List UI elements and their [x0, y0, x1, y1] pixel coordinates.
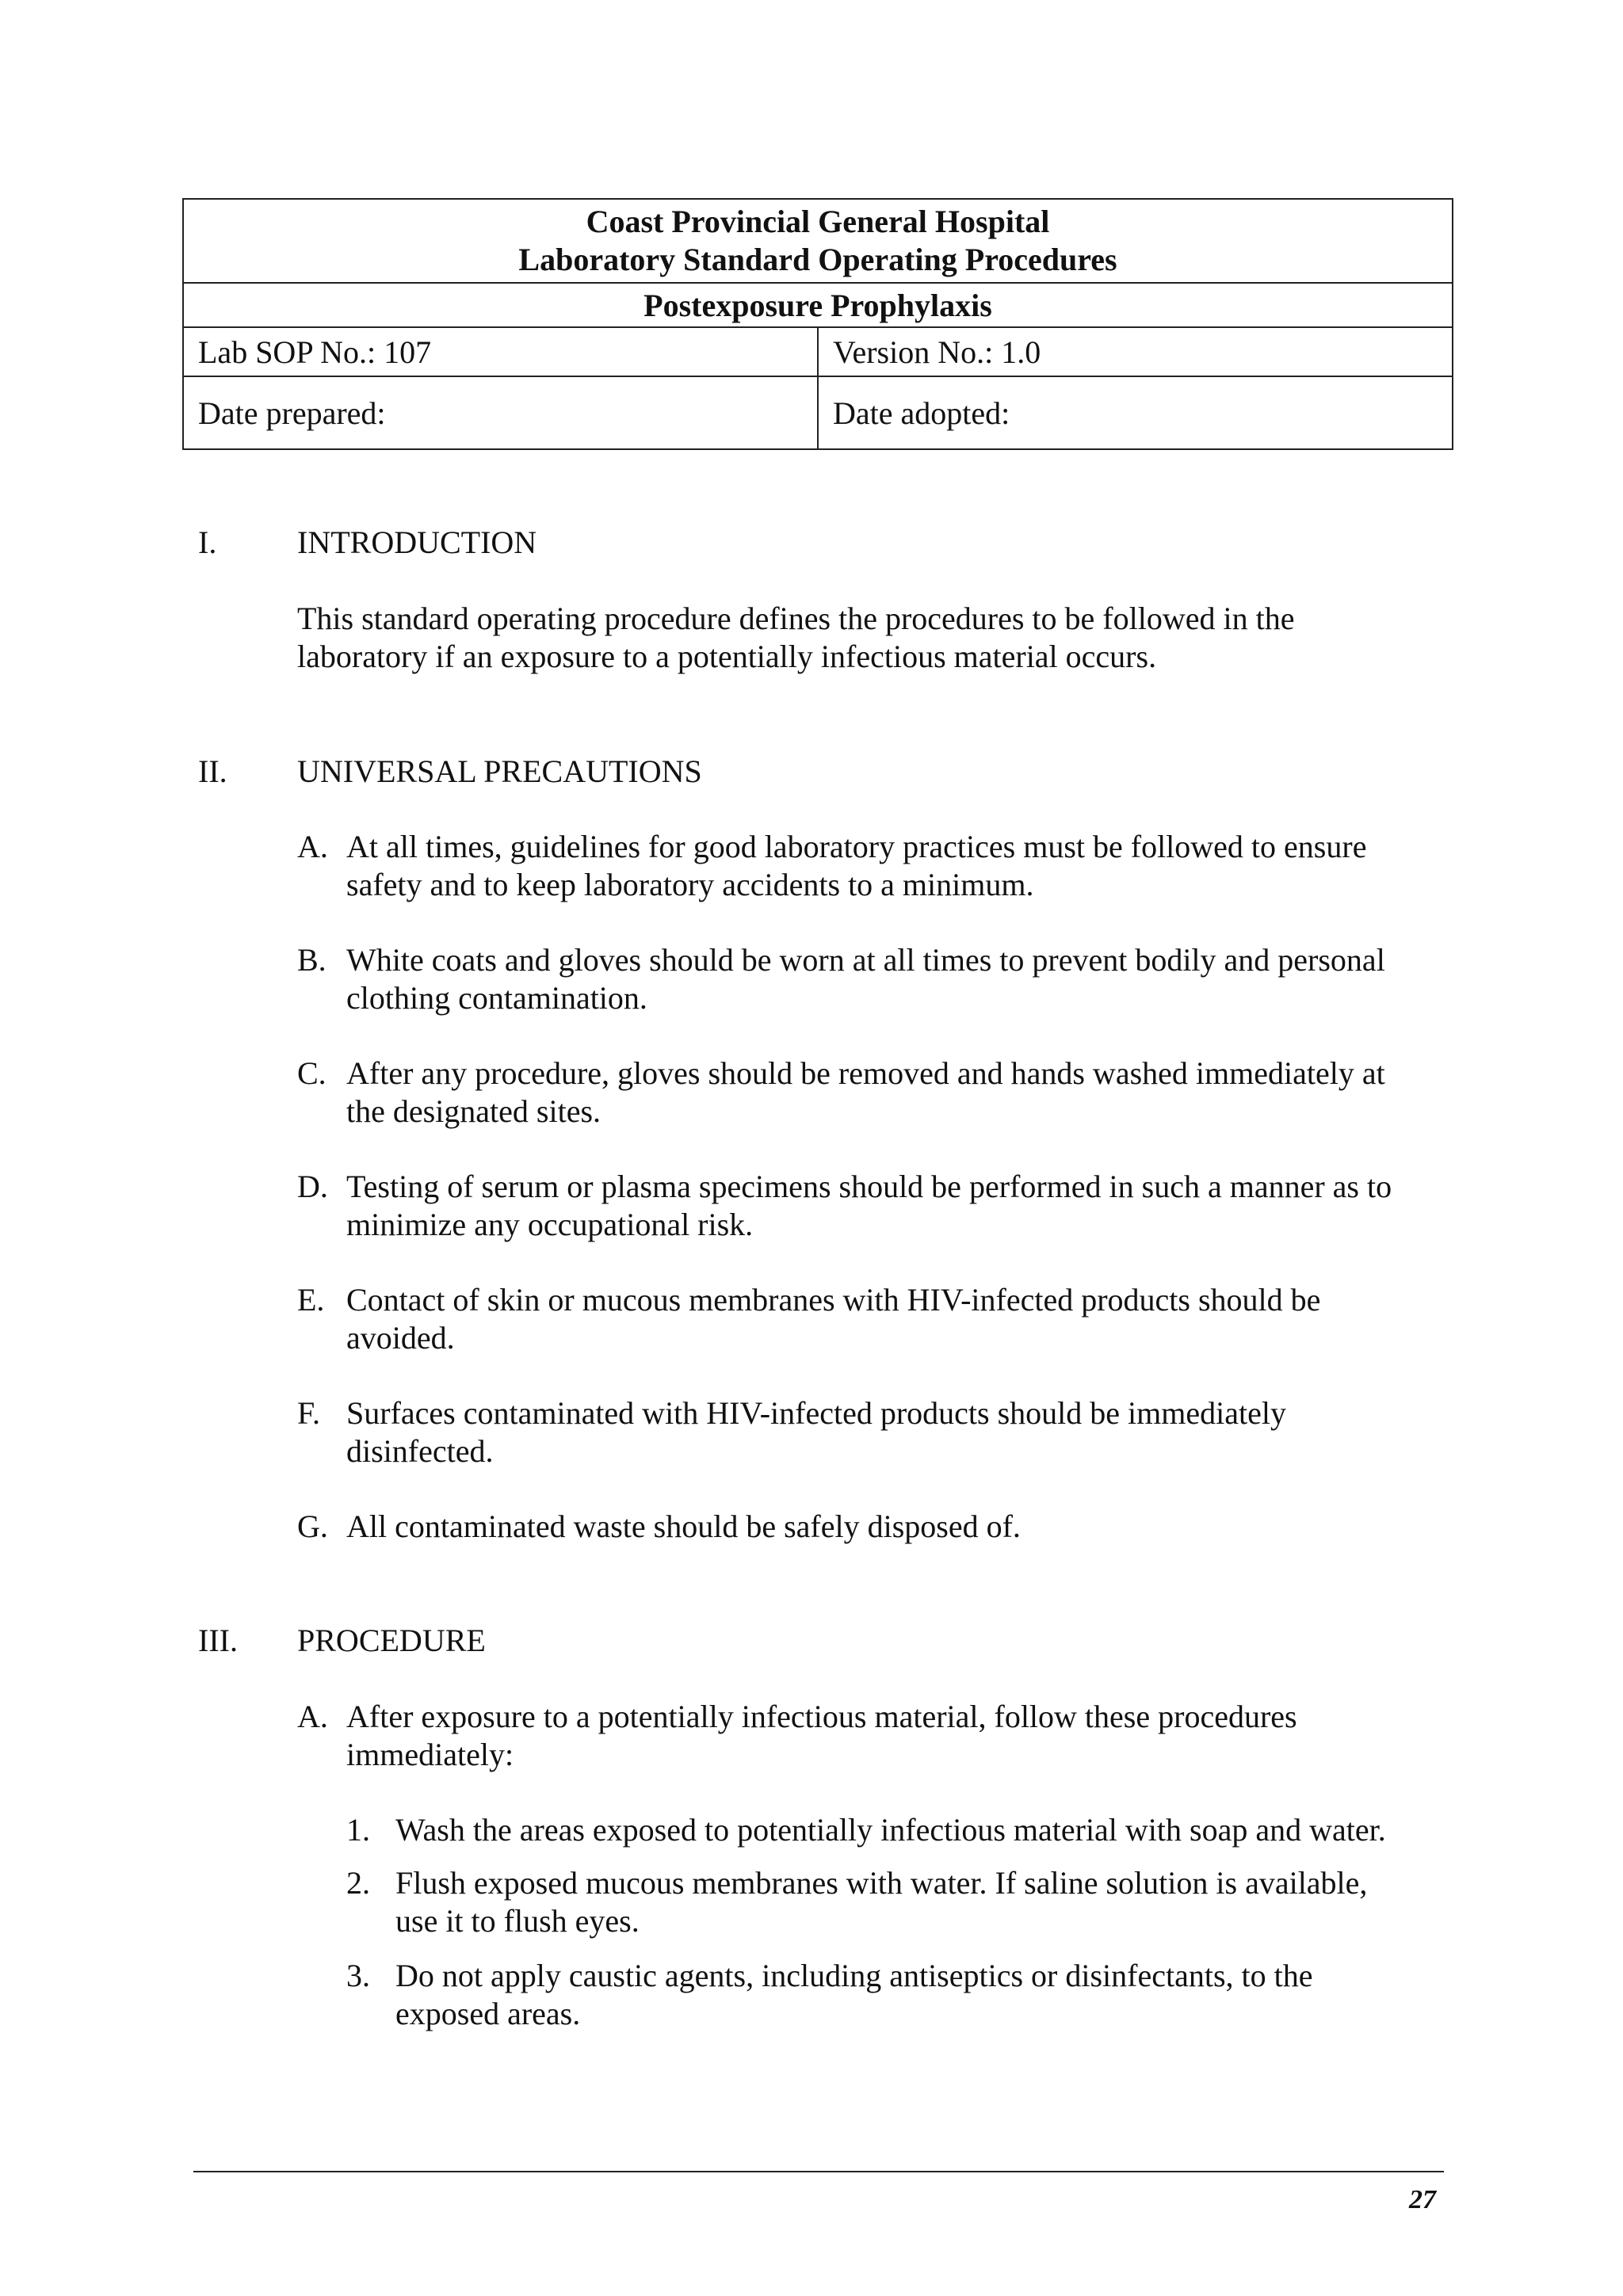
list-item-text: Contact of skin or mucous membranes with HIV-infected products should be: [346, 1282, 1321, 1318]
step-text: Flush exposed mucous membranes with water. If saline solution is available,: [395, 1865, 1368, 1901]
intro-text-line: This standard operating procedure defines the procedures to be followed in the: [297, 601, 1295, 636]
document-title: Postexposure Prophylaxis: [183, 283, 1453, 327]
footer-divider: [193, 2171, 1444, 2172]
sop-header-table: [182, 198, 1453, 450]
hospital-name: Coast Provincial General Hospital: [586, 204, 1050, 239]
step-text: Wash the areas exposed to potentially infectious material with soap and water.: [395, 1812, 1386, 1848]
list-item-text: immediately:: [346, 1737, 514, 1772]
step-label: 2.: [346, 1865, 370, 1901]
list-item-label: A.: [297, 829, 328, 864]
list-item-text: Surfaces contaminated with HIV-infected products should be immediately: [346, 1395, 1286, 1431]
list-item-label: G.: [297, 1508, 328, 1544]
list-item-text: White coats and gloves should be worn at all times to prevent bodily and personal: [346, 942, 1385, 978]
list-item-text: the designated sites.: [346, 1093, 601, 1129]
intro-text-line: laboratory if an exposure to a potentially infectious material occurs.: [297, 639, 1157, 674]
version-number: Version No.: 1.0: [818, 327, 1453, 376]
list-item-text: disinfected.: [346, 1433, 494, 1469]
list-item-label: D.: [297, 1169, 328, 1204]
section-title-universal-precautions: UNIVERSAL PRECAUTIONS: [297, 753, 702, 789]
section-title-procedure: PROCEDURE: [297, 1623, 486, 1658]
list-item-text: After exposure to a potentially infectious material, follow these procedures: [346, 1699, 1297, 1734]
section-title-introduction: INTRODUCTION: [297, 524, 537, 560]
step-text: use it to flush eyes.: [395, 1903, 640, 1939]
list-item-label: A.: [297, 1699, 328, 1734]
sop-number: Lab SOP No.: 107: [183, 327, 818, 376]
list-item-text: safety and to keep laboratory accidents to a minimum.: [346, 867, 1034, 902]
step-text: Do not apply caustic agents, including antiseptics or disinfectants, to the: [395, 1958, 1313, 1993]
list-item-text: avoided.: [346, 1320, 455, 1356]
manual-name: Laboratory Standard Operating Procedures: [518, 242, 1117, 277]
header-title-cell: [183, 199, 1453, 283]
list-item-label: B.: [297, 942, 327, 978]
page-number: 27: [1409, 2185, 1436, 2214]
step-text: exposed areas.: [395, 1996, 581, 2031]
list-item-text: After any procedure, gloves should be removed and hands washed immediately at: [346, 1055, 1385, 1091]
date-adopted: Date adopted:: [818, 376, 1453, 449]
list-item-text: clothing contamination.: [346, 980, 647, 1016]
section-number: III.: [198, 1623, 238, 1658]
list-item-text: Testing of serum or plasma specimens should be performed in such a manner as to: [346, 1169, 1392, 1204]
list-item-text: All contaminated waste should be safely disposed of.: [346, 1508, 1021, 1544]
section-number: I.: [198, 524, 217, 560]
list-item-label: F.: [297, 1395, 321, 1431]
section-number: II.: [198, 753, 227, 789]
list-item-label: C.: [297, 1055, 327, 1091]
list-item-text: At all times, guidelines for good laboratory practices must be followed to ensure: [346, 829, 1367, 864]
step-label: 3.: [346, 1958, 370, 1993]
list-item-text: minimize any occupational risk.: [346, 1207, 754, 1242]
date-prepared: Date prepared:: [183, 376, 818, 449]
list-item-label: E.: [297, 1282, 325, 1318]
step-label: 1.: [346, 1812, 370, 1848]
